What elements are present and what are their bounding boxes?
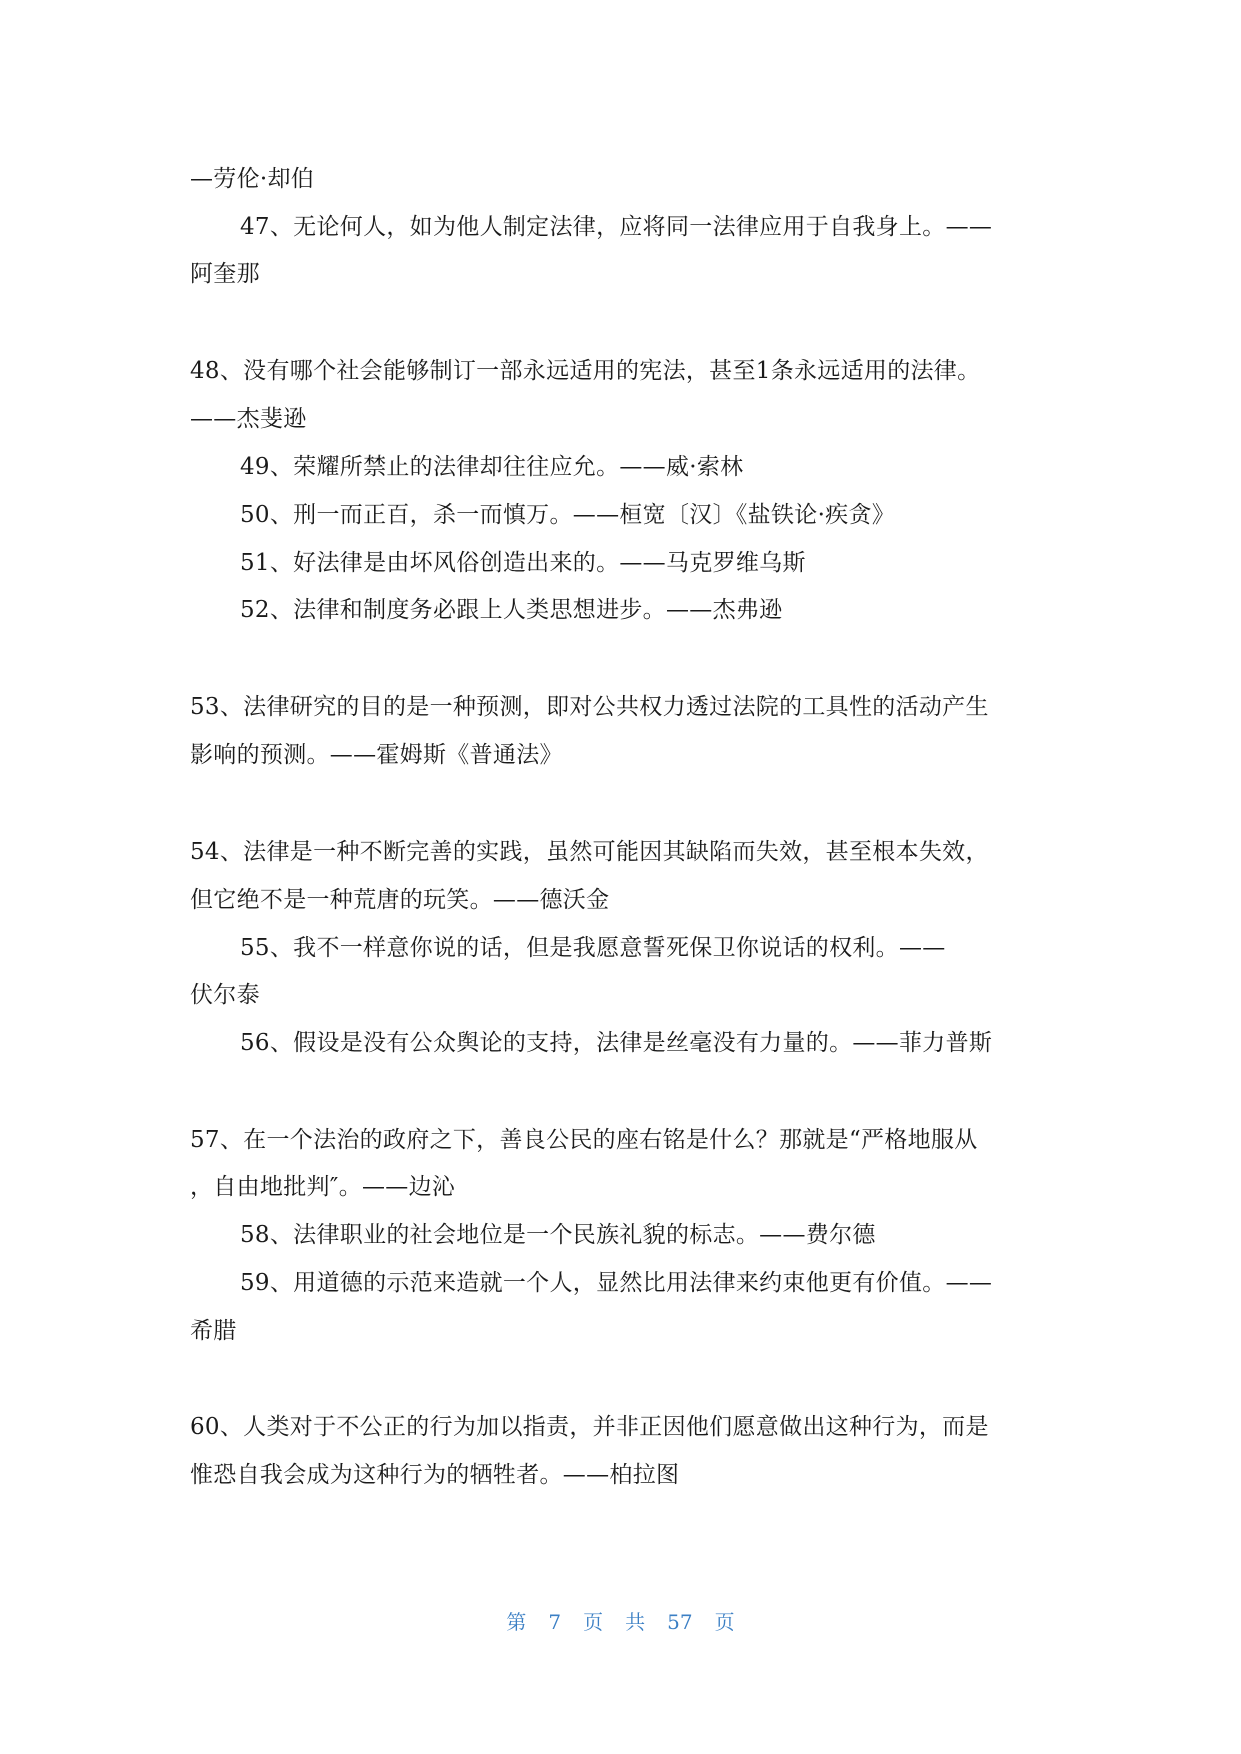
text-line: —劳伦·却伯	[190, 166, 315, 192]
text-line: 58、法律职业的社会地位是一个民族礼貌的标志。——费尔德	[240, 1222, 876, 1248]
text-line: 48、没有哪个社会能够制订一部永远适用的宪法，甚至1条永远适用的法律。	[190, 358, 981, 384]
text-line: 53、法律研究的目的是一种预测，即对公共权力透过法院的工具性的活动产生	[190, 694, 989, 720]
text-line: 希腊	[190, 1318, 237, 1344]
text-line: 惟恐自我会成为这种行为的牺牲者。——柏拉图	[190, 1462, 680, 1488]
text-line: 但它绝不是一种荒唐的玩笑。——德沃金	[190, 887, 610, 913]
footer-word-ye-2: 页	[714, 1610, 735, 1634]
text-line: 57、在一个法治的政府之下，善良公民的座右铭是什么？那就是“严格地服从	[190, 1127, 978, 1153]
text-line: 49、荣耀所禁止的法律却往往应允。——威·索林	[240, 454, 744, 480]
footer-word-gong: 共	[625, 1610, 646, 1634]
text-line: 伏尔泰	[190, 982, 260, 1008]
text-line: 影响的预测。——霍姆斯《普通法》	[190, 742, 563, 768]
text-line: 50、刑一而正百，杀一而慎万。——桓宽〔汉〕《盐铁论·疾贪》	[240, 502, 896, 528]
text-line: 47、无论何人，如为他人制定法律，应将同一法律应用于自我身上。——	[240, 214, 993, 240]
text-line: ，自由地批判″。——边沁	[190, 1174, 456, 1200]
page-footer	[0, 1606, 1241, 1635]
footer-word-ye: 页	[583, 1610, 604, 1634]
text-line: 52、法律和制度务必跟上人类思想进步。——杰弗逊	[240, 597, 783, 623]
text-line: 60、人类对于不公正的行为加以指责，并非正因他们愿意做出这种行为，而是	[190, 1414, 989, 1440]
current-page-number: 7	[548, 1610, 562, 1634]
text-line: 59、用道德的示范来造就一个人，显然比用法律来约束他更有价值。——	[240, 1270, 993, 1296]
text-line: ——杰斐逊	[190, 406, 307, 432]
text-line: 54、法律是一种不断完善的实践，虽然可能因其缺陷而失效，甚至根本失效，	[190, 839, 989, 865]
total-pages-number: 57	[667, 1610, 693, 1634]
footer-word-di: 第	[506, 1610, 527, 1634]
text-line: 51、好法律是由坏风俗创造出来的。——马克罗维乌斯	[240, 550, 806, 576]
text-line: 55、我不一样意你说的话，但是我愿意誓死保卫你说话的权利。——	[240, 935, 946, 961]
text-line: 阿奎那	[190, 261, 260, 287]
text-line: 56、假设是没有公众舆论的支持，法律是丝毫没有力量的。——菲力普斯	[240, 1030, 993, 1056]
